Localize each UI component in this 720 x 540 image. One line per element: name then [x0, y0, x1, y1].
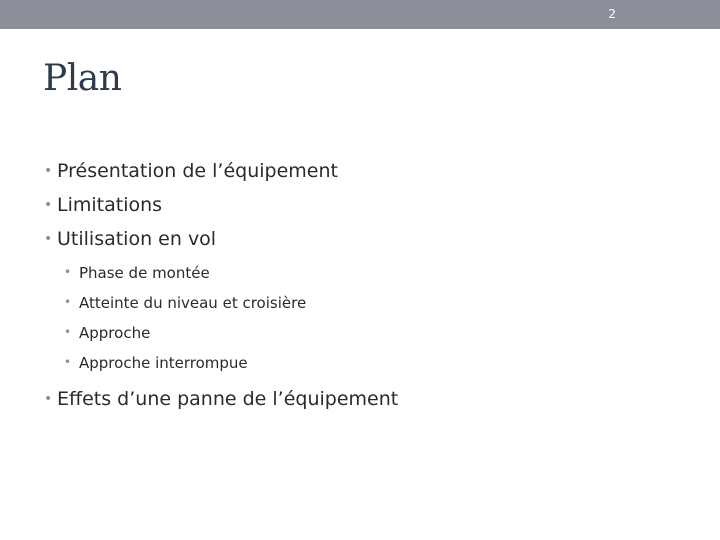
bullet-text: Effets d’une panne de l’équipement — [57, 388, 399, 410]
bullet-icon: • — [64, 295, 72, 309]
bullet-icon: • — [64, 265, 72, 279]
bullet-icon: • — [44, 231, 53, 247]
sub-bullet-text: Approche — [79, 324, 151, 342]
sub-bullet-item — [64, 258, 398, 288]
sub-bullet-list — [44, 258, 398, 378]
sub-bullet-item — [64, 318, 398, 348]
slide-title: Plan — [43, 58, 122, 99]
bullet-icon: • — [44, 163, 53, 179]
bullet-item — [44, 222, 398, 378]
bullet-text: Utilisation en vol — [57, 228, 217, 250]
bullet-icon: • — [64, 325, 72, 339]
bullet-text: Présentation de l’équipement — [57, 160, 338, 182]
bullet-text: Limitations — [57, 194, 163, 216]
bullet-item — [44, 382, 398, 416]
slide-header-bar — [0, 0, 720, 29]
sub-bullet-item — [64, 348, 398, 378]
bullet-icon: • — [44, 391, 53, 407]
bullet-icon: • — [64, 355, 72, 369]
slide-number: 2 — [608, 7, 616, 21]
sub-bullet-text: Approche interrompue — [79, 354, 248, 372]
bullet-icon: • — [44, 197, 53, 213]
sub-bullet-text: Atteinte du niveau et croisière — [79, 294, 307, 312]
bullet-list — [44, 154, 398, 416]
sub-bullet-text: Phase de montée — [79, 264, 210, 282]
bullet-item — [44, 154, 398, 188]
bullet-item — [44, 188, 398, 222]
sub-bullet-item — [64, 288, 398, 318]
